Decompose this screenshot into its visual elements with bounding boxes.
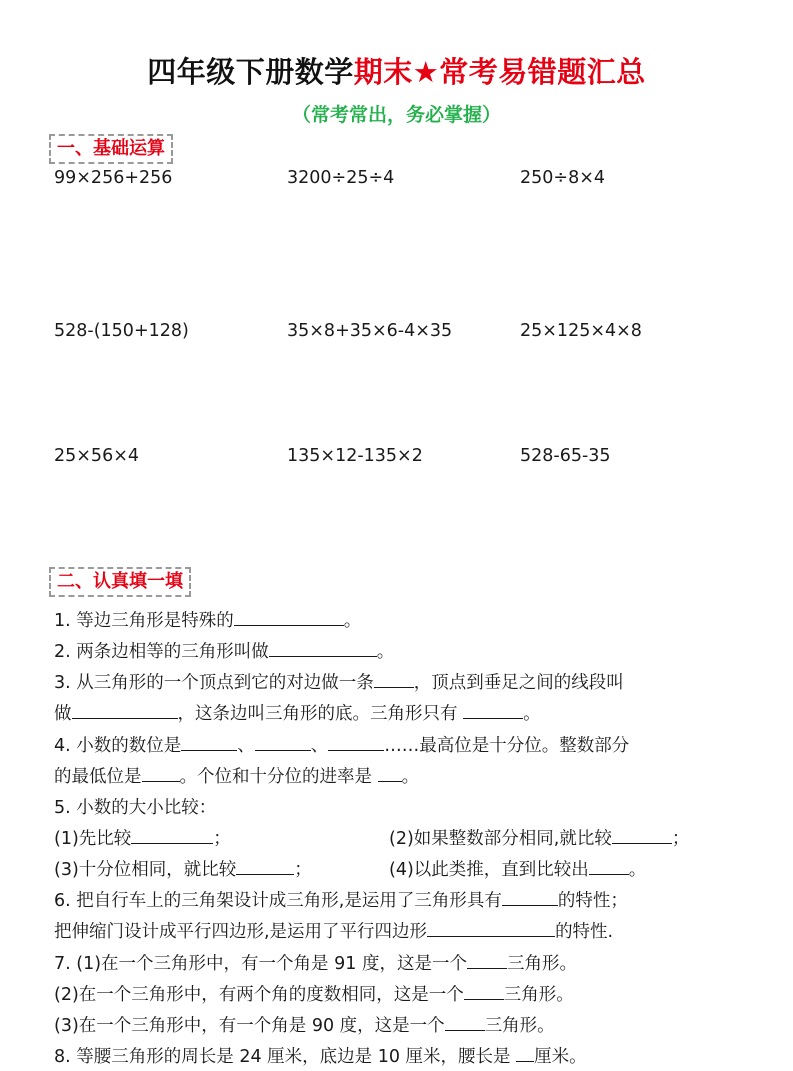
question-text: 4. 小数的数位是 [54, 736, 182, 756]
calc-problem: 35×8+35×6-4×35 [287, 321, 453, 341]
question-line-5 [54, 732, 629, 757]
question-text: (3)在一个三角形中，有一个角是 90 度，这是一个 [54, 1016, 445, 1036]
question-text: ； [294, 860, 312, 880]
calc-problem: 99×256+256 [54, 168, 173, 188]
calc-problem: 135×12-135×2 [287, 446, 423, 466]
question-text: 、 [237, 736, 255, 756]
question-text: 厘米。 [534, 1047, 587, 1067]
answer-blank[interactable] [72, 700, 178, 719]
question-text: 。 [343, 611, 362, 631]
question-text: 8. 等腰三角形的周长是 24 厘米，底边是 10 厘米，腰长是 [54, 1047, 517, 1067]
question-line-14 [54, 1012, 555, 1037]
question-text: (2)如果整数部分相同,就比较 [389, 829, 612, 849]
question-line-10 [54, 887, 628, 912]
question-line-15 [54, 1043, 587, 1068]
answer-blank[interactable] [378, 763, 402, 782]
question-line-4 [54, 700, 541, 725]
question-line-2 [54, 638, 394, 663]
calc-problem: 528-(150+128) [54, 321, 189, 341]
answer-blank[interactable] [463, 700, 523, 719]
answer-blank[interactable] [181, 732, 237, 751]
question-line-9a [54, 856, 312, 881]
question-text: ； [213, 829, 231, 849]
question-text: 1. 等边三角形是特殊的 [54, 611, 234, 631]
page-subtitle: （常考常出，务必掌握） [291, 104, 501, 126]
answer-blank[interactable] [234, 607, 344, 626]
question-text: (1)先比较 [54, 829, 132, 849]
question-text: 7. (1)在一个三角形中，有一个角是 91 度，这是一个 [54, 954, 467, 974]
question-text: 做 [54, 704, 72, 724]
answer-blank[interactable] [328, 732, 384, 751]
answer-blank[interactable] [374, 669, 414, 688]
question-line-7 [54, 794, 216, 819]
question-text: 三角形。 [484, 1016, 555, 1036]
question-text: 的特性； [557, 891, 628, 911]
question-text: 5. 小数的大小比较： [54, 798, 217, 818]
calc-problem: 25×125×4×8 [520, 321, 642, 341]
question-text: 。个位和十分位的进率是 [179, 767, 378, 787]
answer-blank[interactable] [516, 1043, 534, 1062]
section-heading-basic-calc: 一、基础运算 [49, 134, 173, 164]
question-line-9b [389, 856, 646, 881]
question-text: (4)以此类推，直到比较出 [389, 860, 589, 880]
answer-blank[interactable] [236, 856, 294, 875]
title-black-part: 四年级下册数学 [147, 55, 354, 89]
question-text: ，顶点到垂足之间的线段叫 [413, 673, 624, 693]
question-text: ，这条边叫三角形的底。三角形只有 [177, 704, 464, 724]
question-text: 。 [523, 704, 541, 724]
question-text: ； [671, 829, 690, 849]
question-text: 三角形。 [506, 954, 577, 974]
question-line-13 [54, 981, 574, 1006]
question-text: 6. 把自行车上的三角架设计成三角形,是运用了三角形具有 [54, 891, 502, 911]
question-text: 、 [310, 736, 329, 756]
page-title [0, 50, 793, 91]
question-line-1 [54, 607, 361, 632]
question-line-8a [54, 825, 231, 850]
answer-blank[interactable] [445, 1012, 485, 1031]
answer-blank[interactable] [255, 732, 311, 751]
question-text: 。 [628, 860, 647, 880]
calc-problem: 250÷8×4 [520, 168, 605, 188]
question-text: 三角形。 [503, 985, 574, 1005]
answer-blank[interactable] [131, 825, 213, 844]
answer-blank[interactable] [467, 950, 507, 969]
calc-problem: 25×56×4 [54, 446, 139, 466]
answer-blank[interactable] [612, 825, 672, 844]
question-text: (3)十分位相同，就比较 [54, 860, 237, 880]
question-line-12 [54, 950, 577, 975]
question-text: 把伸缩门设计成平行四边形,是运用了平行四边形 [54, 922, 428, 942]
question-text: 的特性. [555, 922, 614, 942]
answer-blank[interactable] [464, 981, 504, 1000]
question-text: 2. 两条边相等的三角形叫做 [54, 642, 269, 662]
question-line-11 [54, 918, 613, 943]
answer-blank[interactable] [589, 856, 629, 875]
question-line-6 [54, 763, 419, 788]
question-text: ……最高位是十分位。整数部分 [384, 736, 630, 756]
title-red-part: 期末★常考易错题汇总 [353, 55, 646, 89]
question-line-3 [54, 669, 624, 694]
answer-blank[interactable] [502, 887, 558, 906]
calc-problem: 3200÷25÷4 [287, 168, 395, 188]
question-line-8b [389, 825, 689, 850]
question-text: 。 [401, 767, 420, 787]
answer-blank[interactable] [269, 638, 377, 657]
question-text: 3. 从三角形的一个顶点到它的对边做一条 [54, 673, 374, 693]
answer-blank[interactable] [142, 763, 180, 782]
question-text: 。 [376, 642, 395, 662]
answer-blank[interactable] [427, 918, 555, 937]
calc-problem: 528-65-35 [520, 446, 611, 466]
question-text: (2)在一个三角形中，有两个角的度数相同，这是一个 [54, 985, 464, 1005]
question-text: 的最低位是 [54, 767, 142, 787]
section-heading-fill-in: 二、认真填一填 [49, 567, 191, 597]
